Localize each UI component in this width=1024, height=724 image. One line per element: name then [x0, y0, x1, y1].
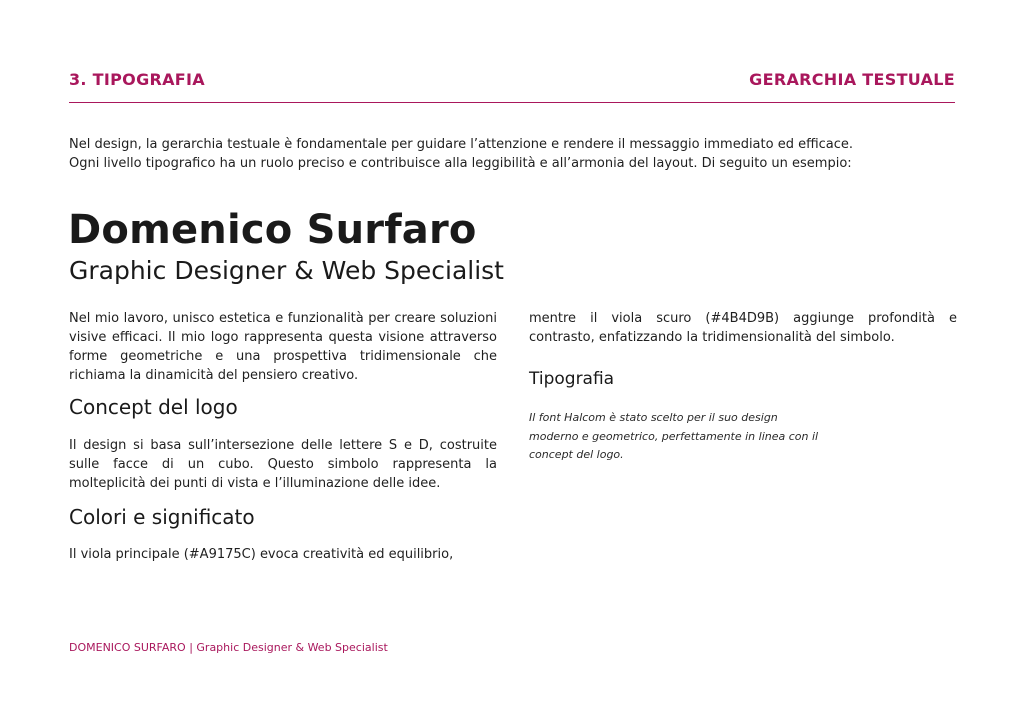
colori-paragraph-continued: mentre il viola scuro (#4B4D9B) aggiunge profondità e contrasto, enfatizzando la tridimensionalità del simbolo.: [529, 311, 957, 345]
concept-paragraph: Il design si basa sull’intersezione delle lettere S e D, costruite sulle facce di un cubo. Questo simbolo rappresenta la molteplicità dei punti di vista e l’illuminazione delle idee.: [69, 438, 497, 491]
colori-heading: Colori e significato: [69, 505, 255, 529]
page-header: [69, 67, 955, 91]
intro-line-1: Nel design, la gerarchia testuale è fondamentale per guidare l’attenzione e rendere il messaggio immediato ed efficace.: [69, 137, 854, 152]
tipografia-note: Il font Halcom è stato scelto per il suo design moderno e geometrico, perfettamente in linea con il concept del logo.: [529, 411, 819, 461]
header-divider: [69, 102, 955, 103]
example-name-heading: Domenico Surfaro: [68, 207, 477, 253]
example-body-right: [529, 309, 957, 347]
section-title: 3. TIPOGRAFIA: [69, 69, 205, 89]
concept-heading: Concept del logo: [69, 395, 238, 419]
example-role-subheading: Graphic Designer & Web Specialist: [69, 256, 504, 285]
tipografia-heading: Tipografia: [529, 369, 615, 389]
example-body-left: [69, 309, 497, 385]
colori-paragraph: Il viola principale (#A9175C) evoca creatività ed equilibrio,: [69, 547, 454, 562]
intro-line-2: Ogni livello tipografico ha un ruolo preciso e contribuisce alla leggibilità e all’armonia del layout. Di seguito un esempio:: [69, 156, 852, 171]
example-body-paragraph: Nel mio lavoro, unisco estetica e funzionalità per creare soluzioni visive efficaci. Il mio logo rappresenta questa visione attraverso forme geometriche e una prospettiva tridimensionale che richiama la dinamicità del pensiero creativo.: [69, 311, 497, 383]
intro-text: [69, 135, 959, 173]
page-footer: DOMENICO SURFARO | Graphic Designer & Web Specialist: [69, 641, 388, 654]
topic-title: GERARCHIA TESTUALE: [749, 69, 955, 89]
